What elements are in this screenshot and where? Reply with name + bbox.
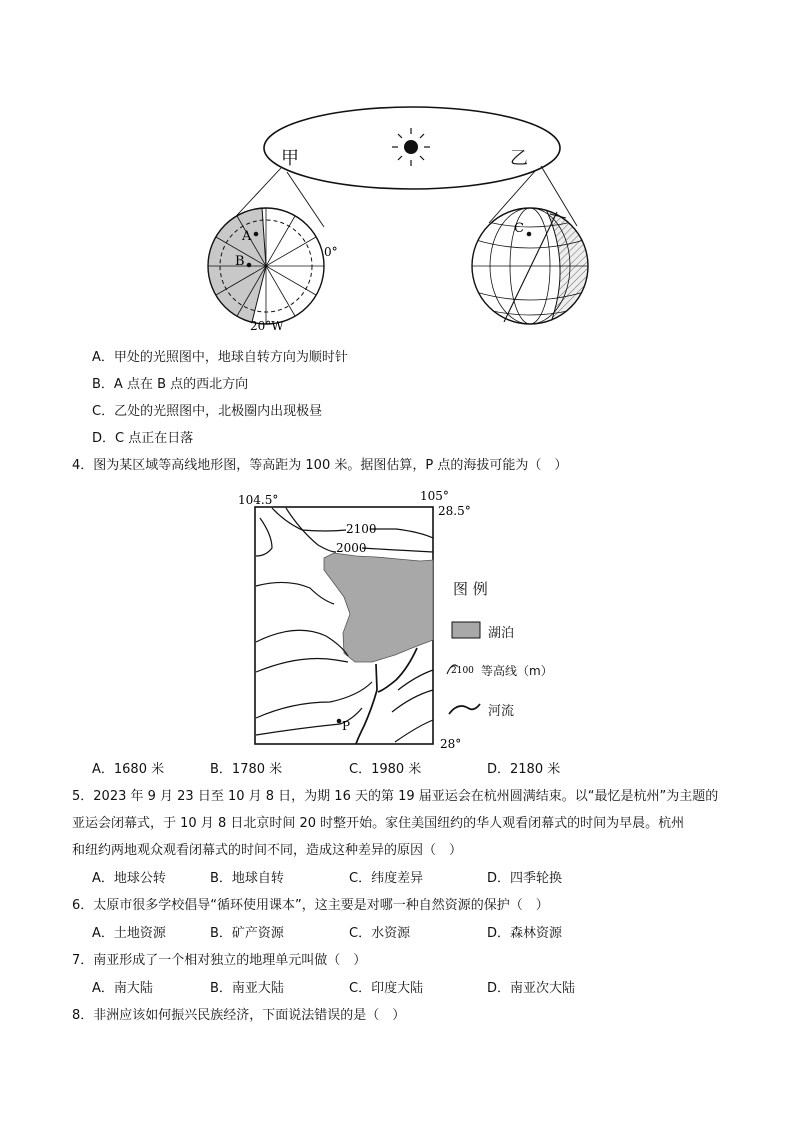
q5-option-a: A．地球公转 xyxy=(92,871,166,886)
orbit-figure xyxy=(200,100,600,335)
q4-option-d: D．2180 米 xyxy=(487,762,561,777)
legend-contour: 等高线（m） xyxy=(481,664,553,678)
q6-option-b: B．矿产资源 xyxy=(210,926,284,941)
q5-option-d: D．四季轮换 xyxy=(487,871,563,886)
q3-option-c: C．乙处的光照图中，北极圈内出现极昼 xyxy=(92,404,323,419)
q6-option-d: D．森林资源 xyxy=(487,926,563,941)
q4-option-c: C．1980 米 xyxy=(349,762,422,777)
q3-option-a: A．甲处的光照图中，地球自转方向为顺时针 xyxy=(92,350,348,365)
lake xyxy=(324,553,433,662)
point-p-dot xyxy=(337,719,342,724)
label-A: A xyxy=(242,229,252,244)
q5-option-b: B．地球自转 xyxy=(210,871,284,886)
q5-line-2: 亚运会闭幕式，于 10 月 8 日北京时间 20 时整开始。家住美国纽约的华人观看闭幕式的时间为早晨。杭州 xyxy=(72,816,685,831)
q3-option-b: B．A 点在 B 点的西北方向 xyxy=(92,377,249,392)
q6-stem: 6．太原市很多学校倡导“循环使用课本”，这主要是对哪一种自然资源的保护（ ） xyxy=(72,898,549,913)
legend-lake: 湖泊 xyxy=(488,626,515,641)
legend-title: 图 例 xyxy=(453,580,488,598)
label-0deg: 0° xyxy=(324,245,338,259)
legend-contour-value: 2100 xyxy=(451,666,474,676)
sun-icon xyxy=(392,128,430,166)
label-20w: 20°W xyxy=(250,319,284,333)
label-C: C xyxy=(514,221,524,236)
label-jia: 甲 xyxy=(281,148,299,169)
lon-right: 105° xyxy=(420,489,449,503)
left-globe xyxy=(200,200,324,330)
q5-option-c: C．纬度差异 xyxy=(349,871,424,886)
lat-top: 28.5° xyxy=(438,504,471,518)
q4-stem: 4．图为某区域等高线地形图，等高距为 100 米。据图估算，P 点的海拔可能为（ ） xyxy=(72,458,568,473)
contour-label-2100: 2100 xyxy=(346,522,377,536)
q7-stem: 7．南亚形成了一个相对独立的地理单元叫做（ ） xyxy=(72,953,367,968)
q5-line-1: 5．2023 年 9 月 23 日至 10 月 8 日，为期 16 天的第 19 届亚运会在杭州圆满结束。以“最忆是杭州”为主题的 xyxy=(72,789,719,804)
label-B: B xyxy=(235,254,245,269)
lat-bottom: 28° xyxy=(440,737,462,751)
q7-option-b: B．南亚大陆 xyxy=(210,981,284,996)
right-globe xyxy=(470,205,600,330)
q3-option-d: D．C 点正在日落 xyxy=(92,431,194,446)
q6-option-c: C．水资源 xyxy=(349,926,411,941)
q7-option-d: D．南亚次大陆 xyxy=(487,981,576,996)
lon-left: 104.5° xyxy=(238,493,279,507)
q4-option-a: A．1680 米 xyxy=(92,762,165,777)
contour-label-2000: 2000 xyxy=(336,541,367,555)
q6-option-a: A．土地资源 xyxy=(92,926,166,941)
q7-option-a: A．南大陆 xyxy=(92,981,153,996)
q7-option-c: C．印度大陆 xyxy=(349,981,424,996)
label-yi: 乙 xyxy=(510,148,528,169)
legend-river: 河流 xyxy=(488,704,515,719)
q4-option-b: B．1780 米 xyxy=(210,762,283,777)
point-p-label: P xyxy=(342,719,351,733)
q5-line-3: 和纽约两地观众观看闭幕式的时间不同，造成这种差异的原因（ ） xyxy=(72,843,463,858)
q8-stem: 8．非洲应该如何振兴民族经济，下面说法错误的是（ ） xyxy=(72,1008,406,1023)
